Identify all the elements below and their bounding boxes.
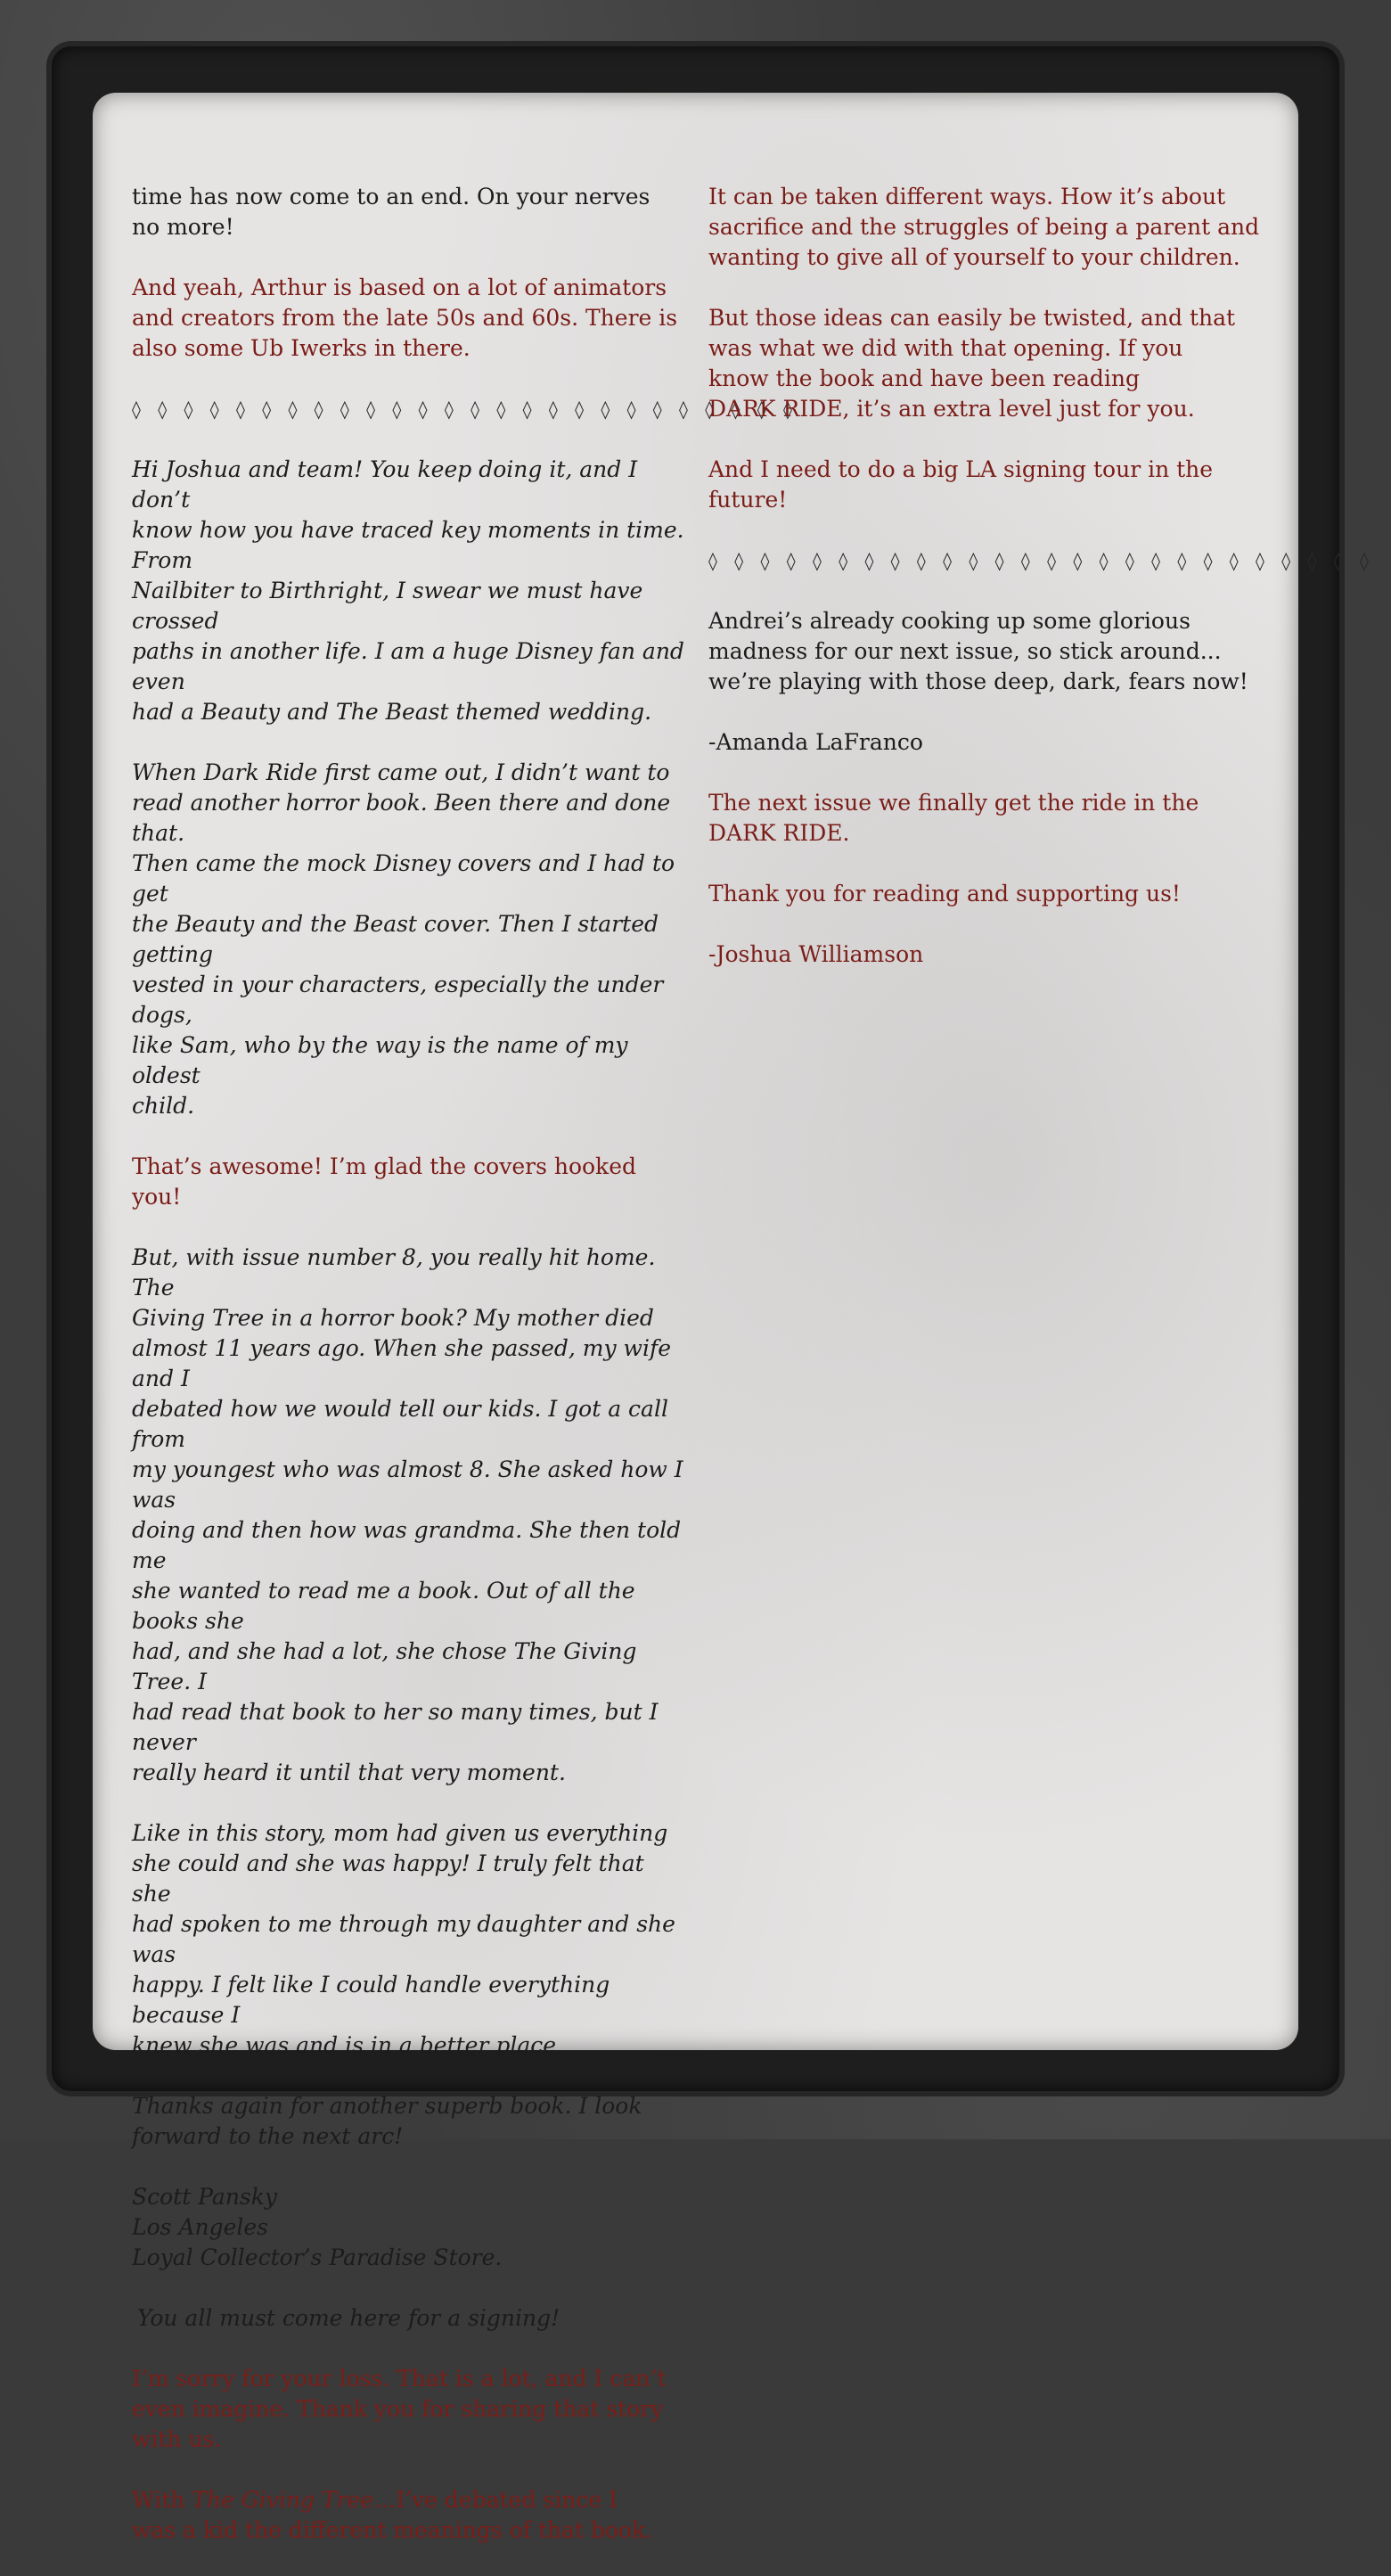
letter-text: Hi Joshua and team! You keep doing it, and I don’t know how you have traced key moments in time. From Nailbiter to Birthright, I swear we must have crossed paths in another life. I am a huge Disney fan and even had a Beauty and The Beast themed wedding. — [132, 456, 684, 725]
reply-text — [132, 2485, 689, 2546]
section-separator: ◊ ◊ ◊ ◊ ◊ ◊ ◊ ◊ ◊ ◊ ◊ ◊ ◊ ◊ ◊ ◊ ◊ ◊ ◊ ◊ ◊ ◊ ◊ ◊ ◊ ◊ — [708, 550, 1375, 571]
reply-text: The next issue we finally get the ride in the DARK RIDE. — [708, 790, 1199, 846]
reply-text: And yeah, Arthur is based on a lot of animators and creators from the late 50s and 60s. There is also some Ub Iwerks in there. — [132, 275, 678, 361]
reply-text: Thank you for reading and supporting us! — [708, 881, 1181, 907]
letter-signature: Scott Pansky Los Angeles Loyal Collector’s Paradise Store. — [132, 2184, 503, 2270]
letter-text: time has now come to an end. On your nerves no more! — [132, 184, 650, 240]
letter-text: You all must come here for a signing! — [137, 2305, 560, 2331]
reply-text: And I need to do a big LA signing tour in the future! — [708, 456, 1214, 513]
book-title: The Giving Tree — [192, 2487, 374, 2513]
letters-column-right — [708, 182, 1375, 1000]
letter-text: Andrei’s already cooking up some glorious madness for our next issue, so stick around... we’re playing with those deep, dark, fears now! — [708, 608, 1248, 694]
reply-text: That’s awesome! I’m glad the covers hooked you! — [132, 1153, 636, 1210]
reply-text-prefix: With — [132, 2487, 192, 2513]
reply-text-rest: …I’ve debated since I was a kid the different meanings of that book. — [132, 2487, 653, 2543]
reply-text: I’m sorry for your loss. That is a lot, and I can’t even imagine. Thank you for sharing that story with us. — [132, 2366, 667, 2452]
letter-text: Like in this story, mom had given us everything she could and she was happy! I truly felt that she had spoken to me through my daughter and she was happy. I felt like I could handle everything because I knew she was and is in a better place. — [132, 1820, 675, 2058]
letter-text: When Dark Ride first came out, I didn’t want to read another horror book. Been there and done that. Then came the mock Disney covers and I had to get the Beauty and the Beast cover. Then I started getting vested in your characters, especially the under dogs, like Sam, who by the way is the name of my oldest child. — [132, 759, 675, 1119]
letter-text: But, with issue number 8, you really hit home. The Giving Tree in a horror book? My mother died almost 11 years ago. When she passed, my wife and I debated how we would tell our kids. I got a call from my youngest who was almost 8. She asked how I was doing and then how was grandma. She then told me she wanted to read me a book. Out of all the books she had, and she had a lot, she chose The Giving Tree. I had read that book to her so many times, but I never really heard it until that very moment. — [132, 1244, 683, 1785]
section-separator: ◊ ◊ ◊ ◊ ◊ ◊ ◊ ◊ ◊ ◊ ◊ ◊ ◊ ◊ ◊ ◊ ◊ ◊ ◊ ◊ ◊ ◊ ◊ ◊ ◊ ◊ — [132, 398, 798, 420]
reply-signature: -Joshua Williamson — [708, 941, 924, 967]
letters-column-left — [132, 182, 798, 2576]
letter-text: Thanks again for another superb book. I look forward to the next arc! — [132, 2093, 642, 2149]
reply-text: It can be taken different ways. How it’s about sacrifice and the struggles of being a parent and wanting to give all of yourself to your children. — [708, 184, 1260, 270]
reply-text: But those ideas can easily be twisted, and that was what we did with that opening. If you know the book and have been reading DARK RIDE, it’s an extra level just for you. — [708, 305, 1236, 422]
letter-signature: -Amanda LaFranco — [708, 729, 923, 755]
